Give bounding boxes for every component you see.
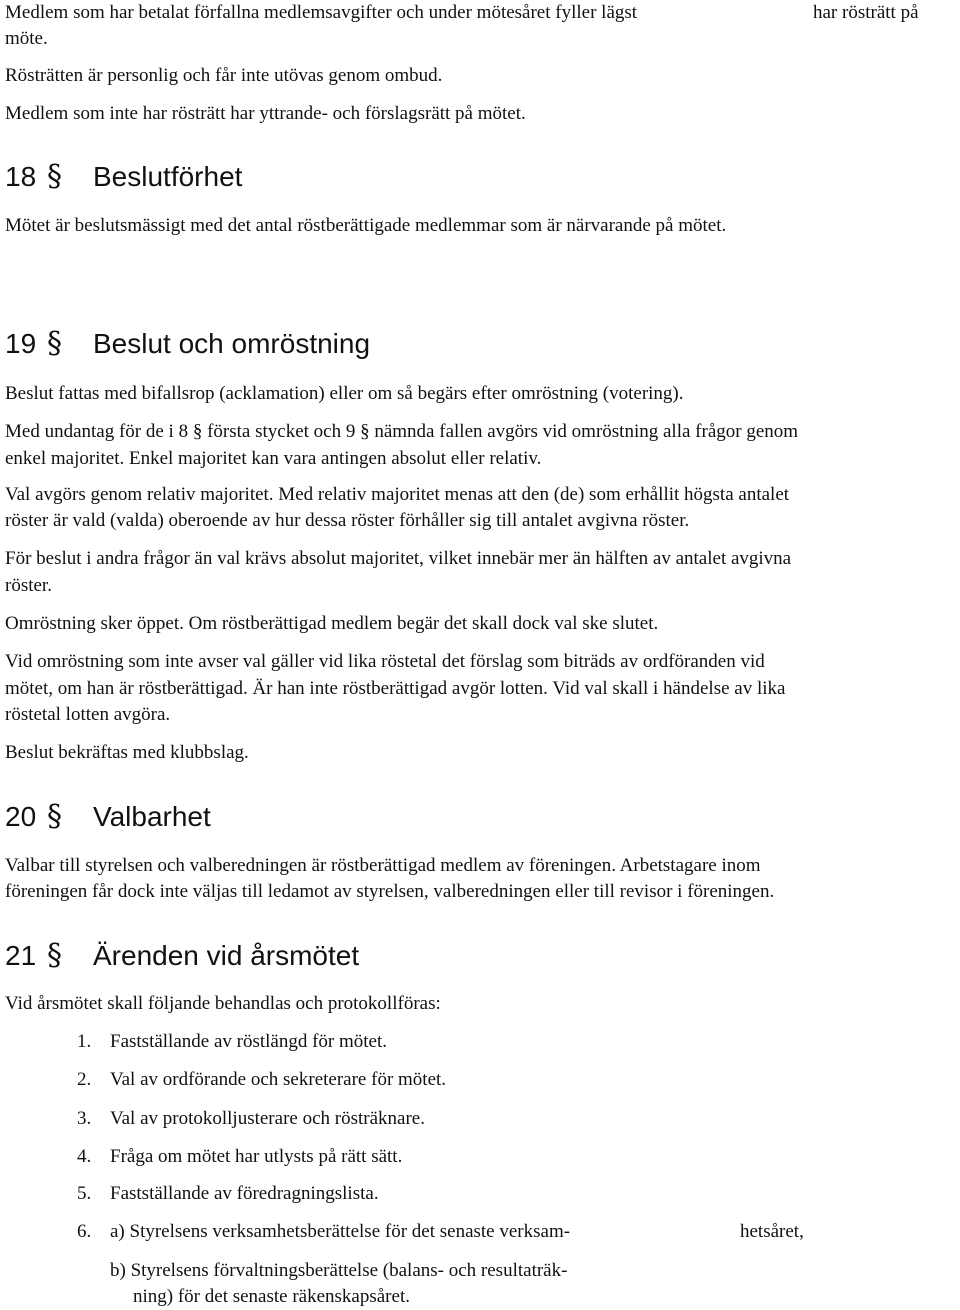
section-symbol: § (47, 938, 62, 973)
paragraph-line: möte. (5, 28, 48, 49)
list-text: Fastställande av föredragningslista. (110, 1183, 379, 1204)
list-text: Fråga om mötet har utlysts på rätt sätt. (110, 1146, 403, 1167)
section-title: Beslutförhet (93, 161, 243, 192)
paragraph: Beslut fattas med bifallsrop (acklamation) eller om så begärs efter omröstning (votering). (5, 383, 684, 404)
section-number: 18 (5, 161, 37, 192)
paragraph-line: För beslut i andra frågor än val krävs absolut majoritet, vilket innebär mer än hälften av antalet avgivna (5, 548, 792, 569)
list-number: 1. (77, 1031, 92, 1052)
paragraph: Vid årsmötet skall följande behandlas och protokollföras: (5, 993, 441, 1014)
section-symbol: § (47, 159, 62, 194)
paragraph-line: föreningen får dock inte väljas till ledamot av styrelsen, valberedningen eller till revisor i föreningen. (5, 881, 775, 902)
paragraph-line: röstetal lotten avgöra. (5, 704, 171, 725)
paragraph: Medlem som inte har rösträtt har yttrande- och förslagsrätt på mötet. (5, 103, 526, 124)
paragraph-line: röster. (5, 575, 52, 596)
section-heading-19 (5, 327, 370, 361)
section-title: Beslut och omröstning (93, 328, 371, 359)
section-number: 21 (5, 940, 37, 971)
section-title: Valbarhet (93, 801, 211, 832)
paragraph: Rösträtten är personlig och får inte utövas genom ombud. (5, 65, 443, 86)
list-text: Fastställande av röstlängd för mötet. (110, 1031, 388, 1052)
paragraph-line: Medlem som har betalat förfallna medlemsavgifter och under mötesåret fyller lägst (5, 2, 638, 23)
paragraph-line: enkel majoritet. Enkel majoritet kan vara antingen absolut eller relativ. (5, 448, 542, 469)
section-symbol: § (47, 326, 62, 361)
paragraph-line: Med undantag för de i 8 § första stycket och 9 § nämnda fallen avgörs vid omröstning alla frågor genom (5, 421, 799, 442)
section-heading-18 (5, 160, 242, 194)
section-symbol: § (47, 799, 62, 834)
section-heading-21 (5, 939, 359, 973)
section-number: 20 (5, 801, 37, 832)
paragraph-line: Vid omröstning som inte avser val gäller vid lika röstetal det förslag som biträds av ordföranden vid (5, 651, 765, 672)
paragraph-line: Valbar till styrelsen och valberedningen är röstberättigad medlem av föreningen. Arbetstagare inom (5, 855, 761, 876)
section-number: 19 (5, 328, 37, 359)
section-heading-20 (5, 800, 211, 834)
list-number: 3. (77, 1108, 92, 1129)
paragraph-line: har rösträtt på (813, 2, 919, 23)
list-text: Val av ordförande och sekreterare för mötet. (110, 1069, 447, 1090)
paragraph: Beslut bekräftas med klubbslag. (5, 742, 249, 763)
list-subitem-line: b) Styrelsens förvaltningsberättelse (balans- och resultaträk- (110, 1260, 568, 1281)
paragraph-line: Val avgörs genom relativ majoritet. Med relativ majoritet menas att den (de) som erhållit högsta antalet (5, 484, 790, 505)
list-subitem-line: ning) för det senaste räkenskapsåret. (133, 1286, 410, 1307)
list-number: 6. (77, 1221, 92, 1242)
paragraph-line: röster är vald (valda) oberoende av hur dessa röster förhåller sig till antalet avgivna röster. (5, 510, 690, 531)
list-number: 5. (77, 1183, 92, 1204)
list-text: a) Styrelsens verksamhetsberättelse för det senaste verksam- (110, 1221, 571, 1242)
section-title: Ärenden vid årsmötet (93, 940, 360, 971)
paragraph: Omröstning sker öppet. Om röstberättigad medlem begär det skall dock val ske slutet. (5, 613, 659, 634)
paragraph-line: mötet, om han är röstberättigad. Är han inte röstberättigad avgör lotten. Vid val skall i händelse av lika (5, 678, 786, 699)
list-number: 2. (77, 1069, 92, 1090)
list-number: 4. (77, 1146, 92, 1167)
list-text-continuation: hetsåret, (740, 1221, 804, 1242)
list-text: Val av protokolljusterare och rösträknare. (110, 1108, 425, 1129)
paragraph: Mötet är beslutsmässigt med det antal röstberättigade medlemmar som är närvarande på mötet. (5, 215, 727, 236)
